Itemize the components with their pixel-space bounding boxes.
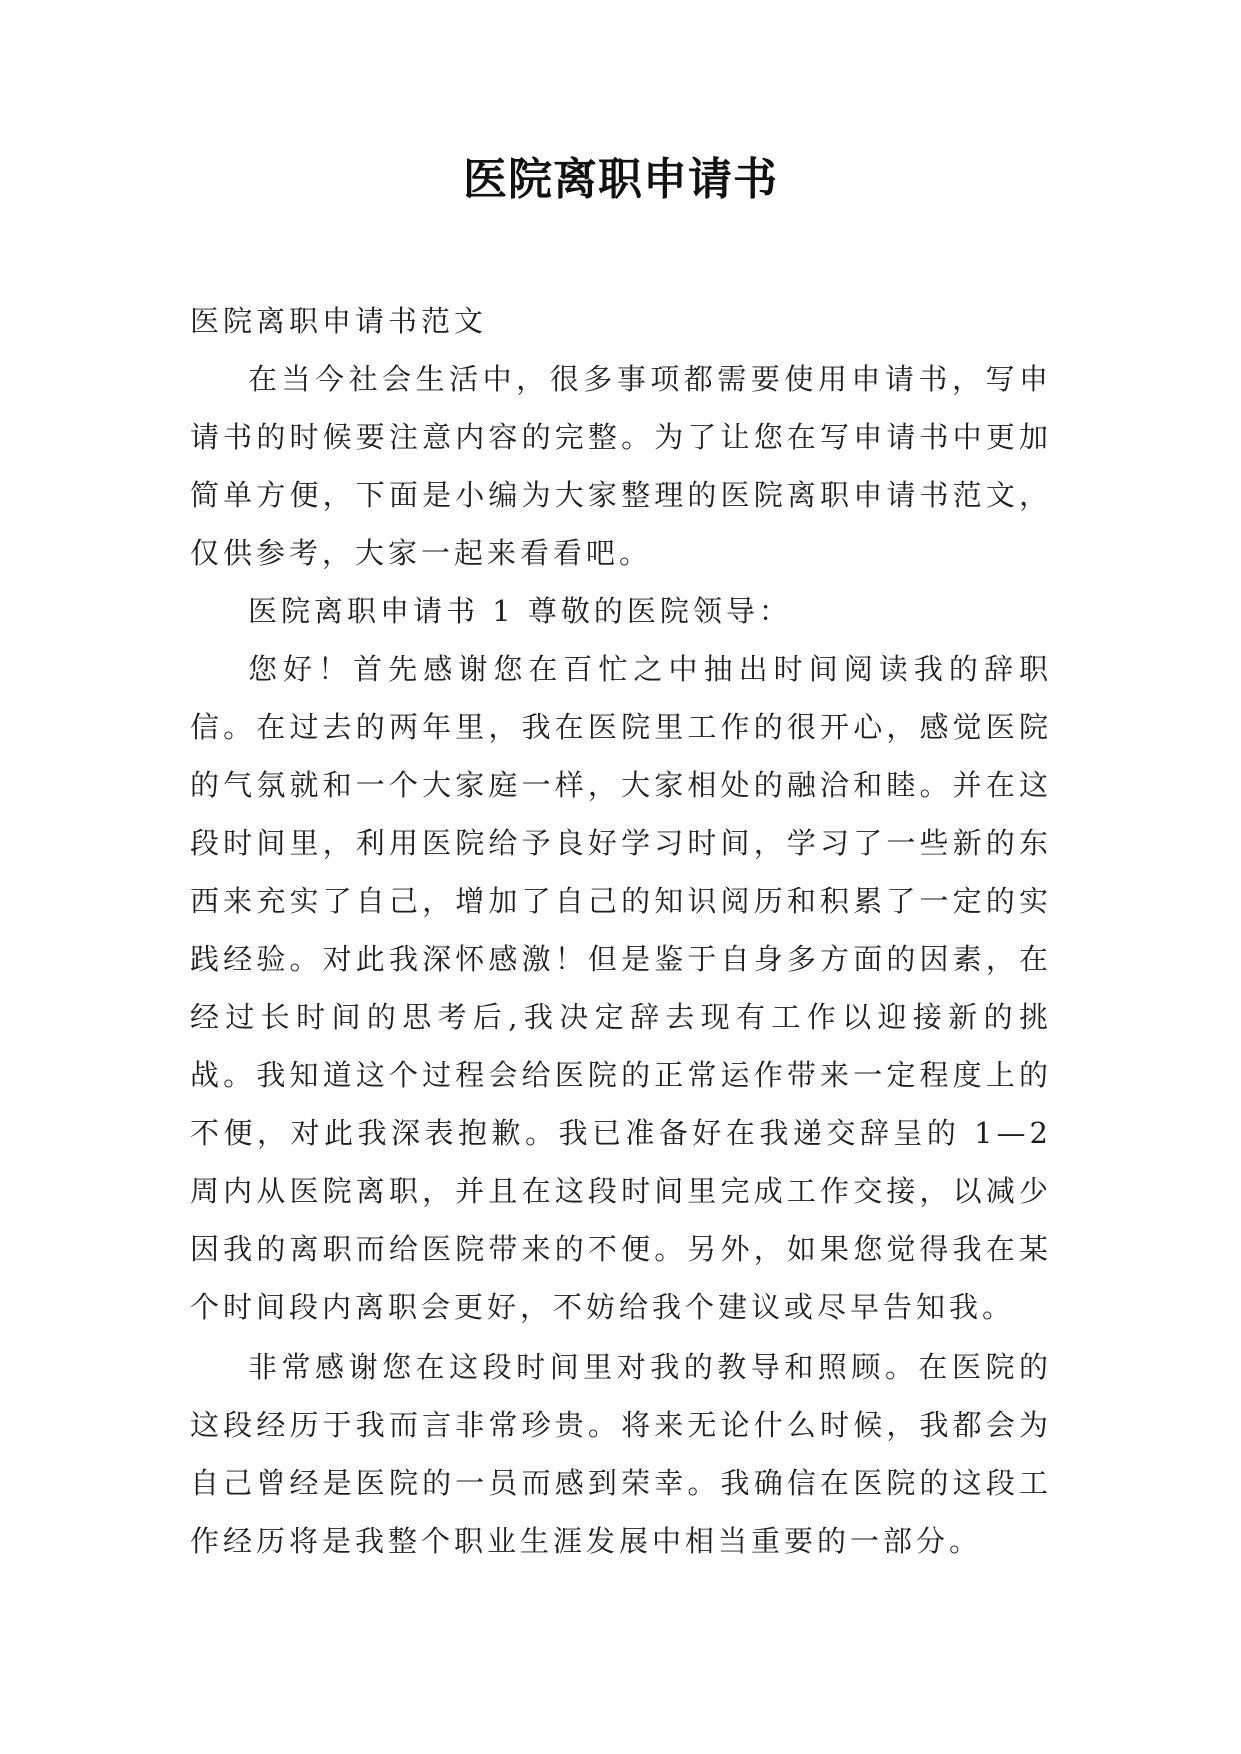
paragraph-intro: 在当今社会生活中，很多事项都需要使用申请书，写申请书的时候要注意内容的完整。为了让您在写申请书中更加简单方便，下面是小编为大家整理的医院离职申请书范文，仅供参考，大家一起来看看吧。 (190, 362, 1052, 570)
paragraph-salutation: 医院离职申请书 1 尊敬的医院领导： (248, 594, 792, 628)
document-title: 医院离职申请书 (463, 154, 778, 205)
document-body (190, 292, 1052, 1570)
document-subtitle: 医院离职申请书范文 (190, 304, 488, 338)
paragraph-main: 您好！首先感谢您在百忙之中抽出时间阅读我的辞职信。在过去的两年里，我在医院里工作的很开心，感觉医院的气氛就和一个大家庭一样，大家相处的融洽和睦。并在这段时间里，利用医院给予良好学习时间，学习了一些新的东西来充实了自己，增加了自己的知识阅历和积累了一定的实践经验。对此我深怀感激！但是鉴于自身多方面的因素，在经过长时间的思考后,我决定辞去现有工作以迎接新的挑战。我知道这个过程会给医院的正常运作带来一定程度上的不便，对此我深表抱歉。我已准备好在我递交辞呈的 1—2 周内从医院离职，并且在这段时间里完成工作交接，以减少因我的离职而给医院带来的不便。另外，如果您觉得我在某个时间段内离职会更好，不妨给我个建议或尽早告知我。 (190, 652, 1052, 1324)
paragraph-thanks: 非常感谢您在这段时间里对我的教导和照顾。在医院的这段经历于我而言非常珍贵。将来无论什么时候，我都会为自己曾经是医院的一员而感到荣幸。我确信在医院的这段工作经历将是我整个职业生涯发展中相当重要的一部分。 (190, 1350, 1052, 1558)
